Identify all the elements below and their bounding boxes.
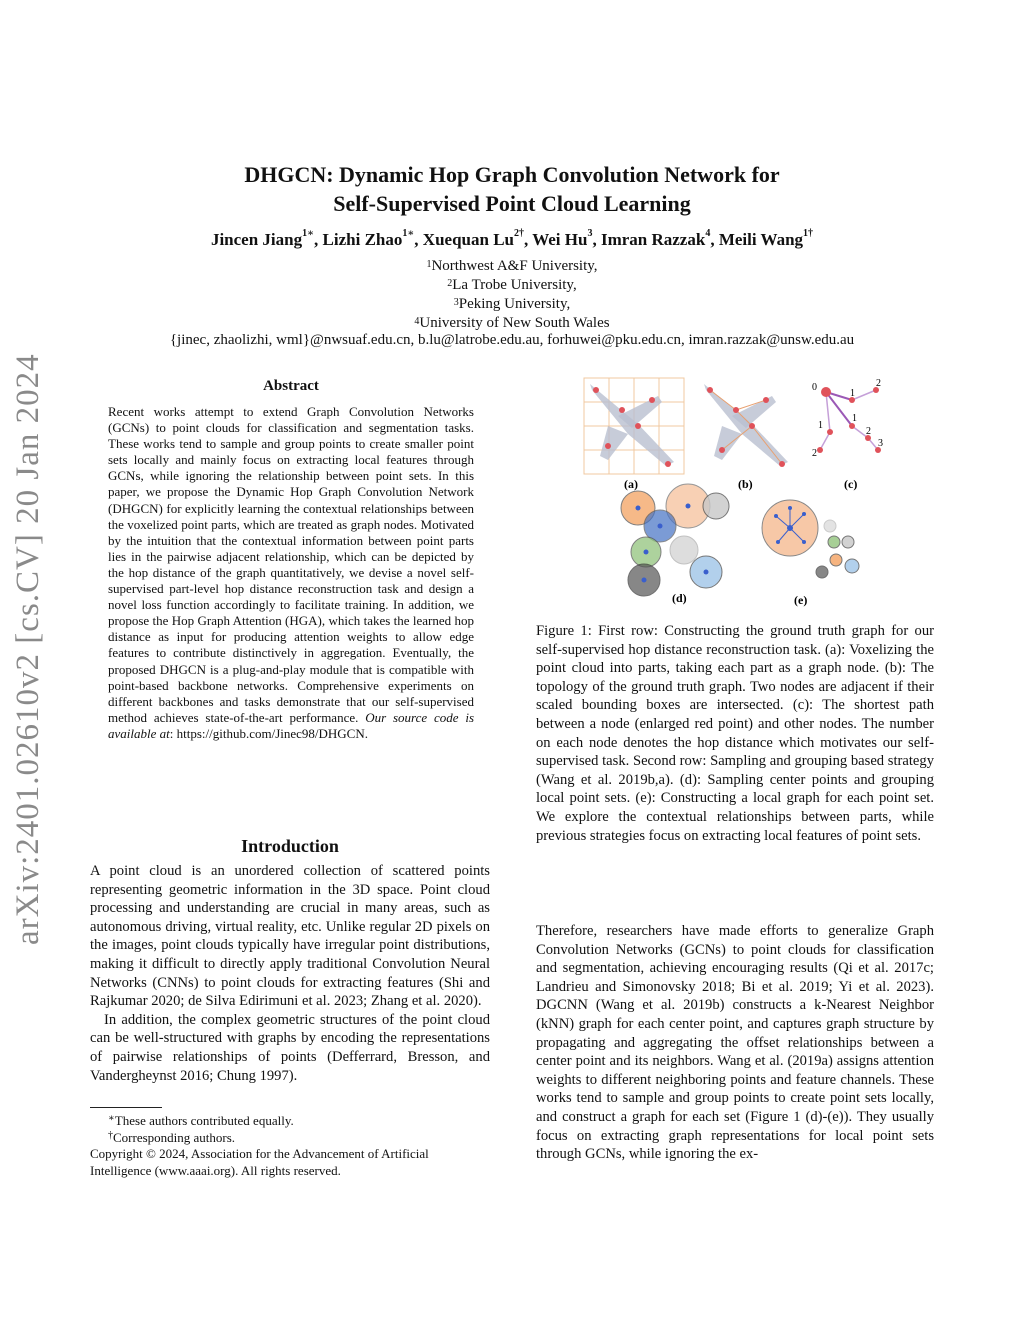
panel-label-d: (d) <box>672 591 687 605</box>
section-heading-introduction: Introduction <box>241 836 339 856</box>
arxiv-identifier: arXiv:2401.02610v2 [cs.CV] 20 Jan 2024 <box>10 353 46 945</box>
author-emails: {jinec, zhaolizhi, wml}@nwsuaf.edu.cn, b.lu@latrobe.edu.au, forhuwei@pku.edu.cn, imran.razzak@unsw.edu.au <box>169 332 855 348</box>
author: Wei Hu$^3$ <box>532 228 593 249</box>
figure-panel-a <box>584 378 684 474</box>
hop-label: 1 <box>852 413 857 424</box>
author: Xuequan $Lu^{2\dagger}$ <box>422 228 524 249</box>
abstract-code-url[interactable]: : https://github.com/Jinec98/DHGCN. <box>169 725 368 741</box>
figure-panel-d <box>621 484 729 596</box>
title-line-1: DHGCN: Dynamic Hop Graph Convolution Network for <box>244 162 780 187</box>
affiliation: $^4$University of New South Wales <box>414 315 610 331</box>
right-column-body: Therefore, researchers have made efforts to generalize Graph Convolution Networks (GCNs) to point clouds for classification and segmentation, achieving encouraging results (Qi et al. 2017c; Landrieu and Simonovsky 2018; Bi et al. 2019; Yi et al. 2023). DGCNN (Wang et al. 2019b) constructs a k-Nearest Neighbor (kNN) graph for each center point, and captures graph structure by propagating and aggregating the offset relationships between a center point and its neighbors. Wang et al. (2019a) assigns attention weights to different neighboring points and feature channels. These works tend to sample and group points to create point sets locally, and construct a graph for each set (Figure 1 (d)-(e)). They usually focus on extracting graph representations for local point sets through GCNs, while ignoring the ex- <box>536 923 934 1163</box>
figure-caption: Figure 1: First row: Constructing the ground truth graph for our self-supervised hop distance reconstruction task. (a): Voxelizing the point cloud into parts, taking each part as a graph node. (b): The topology of the ground truth graph. Two nodes are adjacent if their scaled bounding boxes are intersected. (c): The shortest path between a node (enlarged red point) and other nodes. The number on each node denotes the hop distance which motivates our self-supervised task. Second row: Sampling and grouping based strategy (Wang et al. 2019b,a). (d): Sampling center points and grouping local point sets. (e): Constructing a local graph for each point set. We explore the contextual relationships between parts, while previous strategies focus on extracting local features of point sets. <box>536 623 934 844</box>
affiliation: $^2$La Trobe University, <box>447 277 577 293</box>
panel-label-b: (b) <box>738 477 753 491</box>
paper-title <box>0 160 1024 218</box>
footnote: ∗These authors contributed equally. <box>108 1113 294 1128</box>
hop-label: 2 <box>876 378 881 389</box>
figure-panel-c <box>812 378 883 459</box>
figure-panel-e <box>762 500 859 578</box>
title-line-2: Self-Supervised Point Cloud Learning <box>333 191 691 216</box>
paragraph: A point cloud is an unordered collection of scattered points representing geometric information in the 3D space. Point cloud processing and understanding are crucial in many areas, such as autonomous driving, virtual reality, etc. Unlike regular 2D pixels on the images, point clouds typically have irregular point distributions, making it difficult to directly apply traditional Convolution Neural Networks (CNNs) to point clouds for extracting features (Shi and Rajkumar 2020; de Silva Edirimuni et al. 2023; Zhang et al. 2020). <box>90 863 490 1010</box>
hop-label: 1 <box>818 420 823 431</box>
footnote-rule <box>90 1107 162 1108</box>
affiliation: $^1$Northwest A&F University, <box>426 258 598 274</box>
affiliation: $^3$Peking University, <box>453 296 571 312</box>
hop-label: 3 <box>878 438 883 449</box>
panel-label-c: (c) <box>844 477 858 491</box>
abstract-code-label: Our source code is available at <box>108 709 475 741</box>
abstract-body: Recent works attempt to extend Graph Convolution Networks (GCNs) to point clouds for classification and segmentation tasks. These works tend to sample and group points to create smaller point sets locally and mainly focus on extracting local features through GCNs, while ignoring the relationship between point sets. In this paper, we propose the Dynamic Hop Graph Convolution Network (DHGCN) for explicitly learning the contextual relationships between the voxelized point parts, which are treated as graph nodes. Motivated by the intuition that the contextual information between point parts lies in the pairwise adjacent relationship, which can be depicted by the hop distance of the graph quantitatively, we devise a novel self-supervised part-level hop distance reconstruction task and design a novel loss function accordingly to facilitate training. In addition, we propose the Hop Graph Attention (HGA), which takes the learned hop distance as input for producing attention weights to allow edge features to contribute distinctively in aggregation. Eventually, the proposed DHGCN is a plug-and-play module that is compatible with point-based backbone networks. Comprehensive experiments on different backbones and tasks demonstrate that our self-supervised method achieves state-of-the-art performance. Our source code is available at: https://github.com/Jinec98/DHGCN. <box>108 404 475 741</box>
panel-label-e: (e) <box>794 593 808 607</box>
abstract-heading: Abstract <box>263 378 319 394</box>
author: Imran Razzak$^4$ <box>600 228 711 249</box>
author-list: Jincen Jiang$^{1∗}$, Lizhi Zhao$^{1∗}$, Xuequan $Lu^{2\dagger}$, Wei Hu$^3$, Imran Razzak$^4$, Meili Wang$^{1\dagger}$ <box>210 228 814 249</box>
hop-label: 2 <box>812 448 817 459</box>
author: Meili Wang$^{1\dagger}$ <box>718 228 814 249</box>
graph-node <box>821 387 831 397</box>
copyright-notice: Copyright © 2024, Association for the Advancement of Artificial Intelligence (www.aaai.org). All rights reserved. <box>90 1146 429 1178</box>
paragraph: In addition, the complex geometric structures of the point cloud can be well-structured with graphs by encoding the representations of pairwise relationships of points (Defferrard, Bresson, and Vandergheynst 2016; Chung 1997). <box>90 1011 490 1084</box>
hop-label: 2 <box>866 426 871 437</box>
affiliations <box>0 257 1024 333</box>
author: Lizhi Zhao$^{1∗}$ <box>322 228 415 249</box>
figure-panel-b <box>704 384 788 467</box>
hop-label: 0 <box>812 382 817 393</box>
footnote: †Corresponding authors. <box>108 1130 236 1145</box>
intro-body <box>90 862 490 1085</box>
hop-label: 1 <box>850 388 855 399</box>
panel-label-a: (a) <box>624 477 638 491</box>
author: Jincen Jiang$^{1∗}$ <box>210 228 315 249</box>
figure-1 <box>578 376 908 612</box>
